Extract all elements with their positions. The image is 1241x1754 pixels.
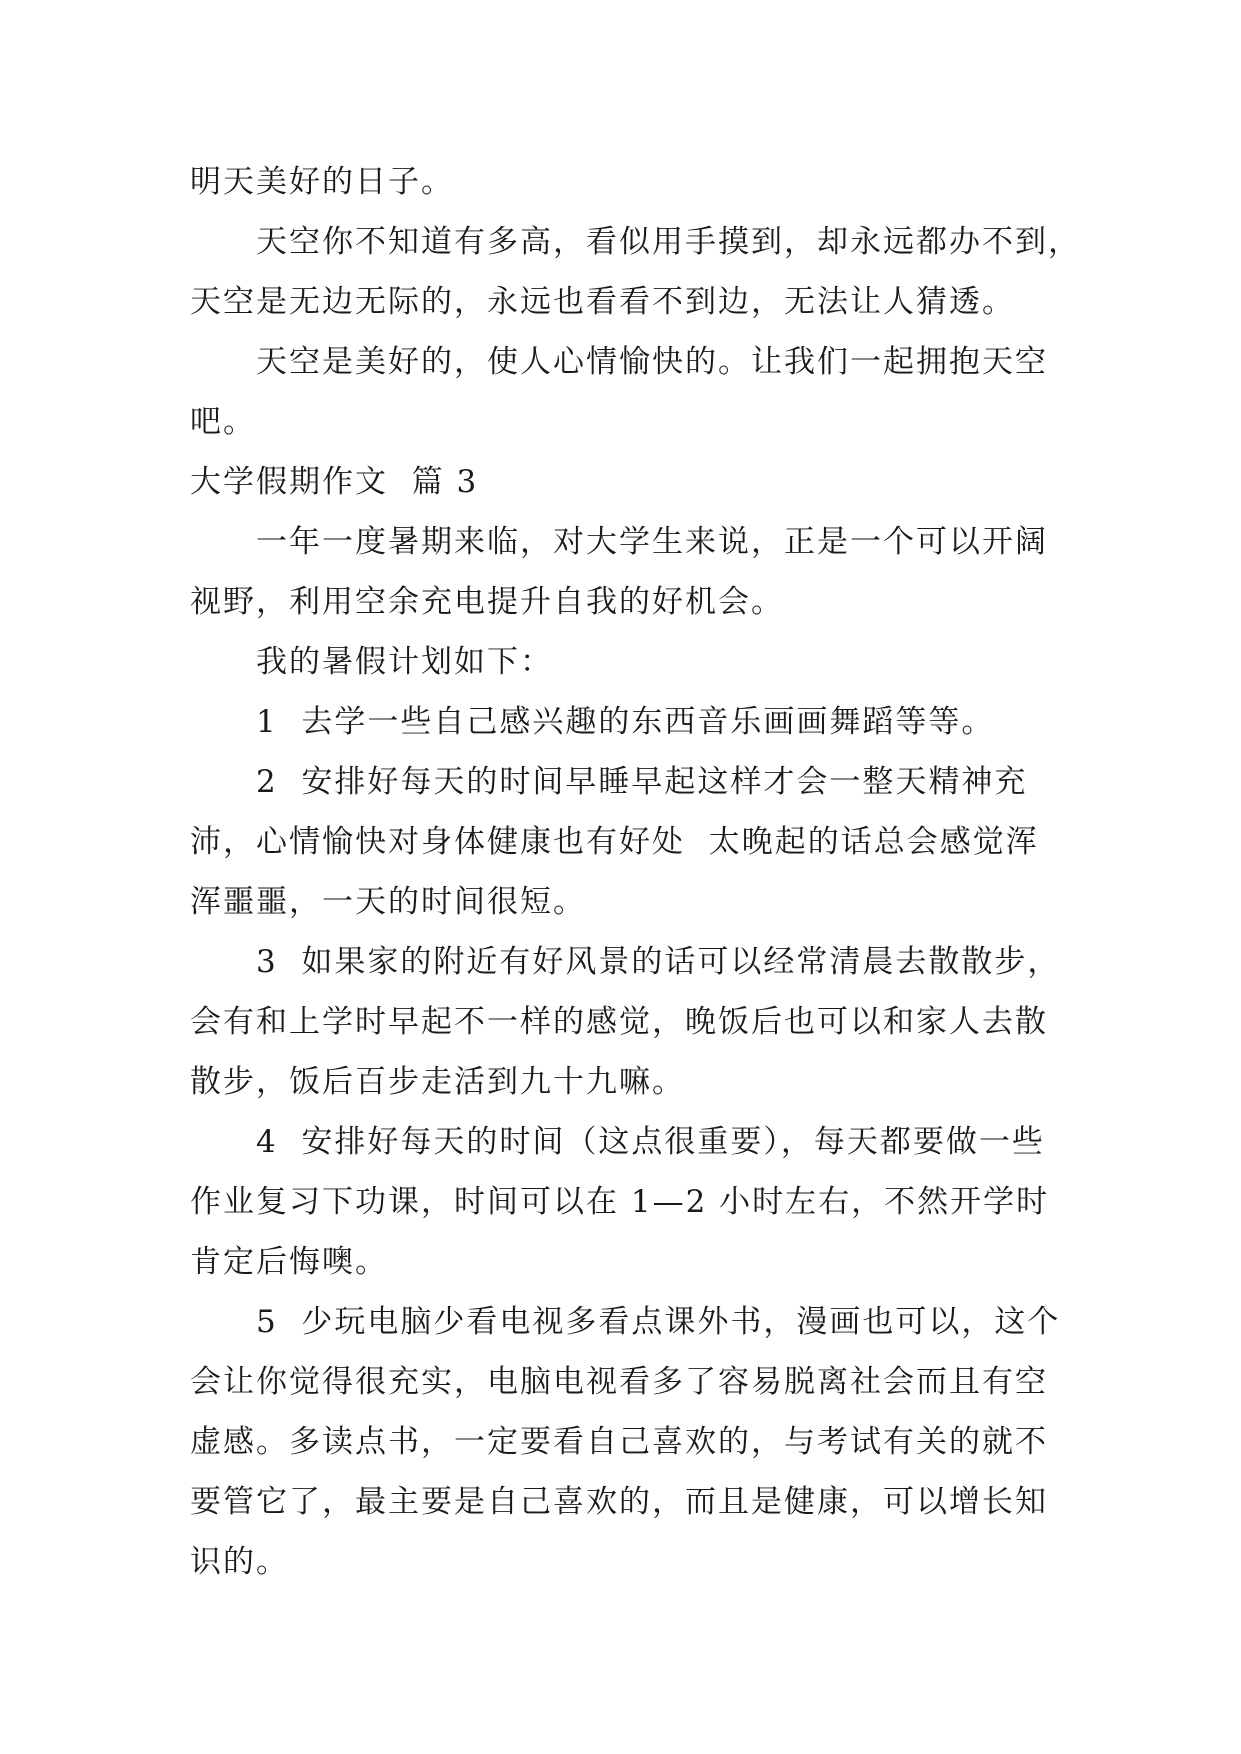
paragraph-6	[190, 632, 1050, 692]
heading-text: 大学假期作文 篇 3	[190, 464, 479, 500]
text-line: 3 如果家的附近有好风景的话可以经常清晨去散散步，	[256, 944, 1061, 980]
section-heading	[190, 452, 1050, 512]
text-line: 天空是无边无际的，永远也看看不到边，无法让人猜透。	[190, 284, 1015, 320]
text-line: 视野，利用空余充电提升自我的好机会。	[190, 584, 784, 620]
text-line: 要管它了，最主要是自己喜欢的，而且是健康，可以增长知	[190, 1484, 1048, 1520]
list-item-3	[190, 932, 1061, 1112]
text-line: 虚感。多读点书，一定要看自己喜欢的，与考试有关的就不	[190, 1424, 1048, 1460]
list-item-2	[190, 752, 1050, 932]
text-line: 2 安排好每天的时间早睡早起这样才会一整天精神充	[256, 764, 1028, 800]
text-line: 肯定后悔噢。	[190, 1244, 388, 1280]
text-line: 散步，饭后百步走活到九十九嘛。	[190, 1064, 685, 1100]
paragraph-3	[190, 332, 1050, 452]
list-item-1	[190, 692, 1050, 752]
text-line: 天空你不知道有多高，看似用手摸到，却永远都办不到，	[256, 224, 1081, 260]
paragraph-5	[190, 512, 1050, 632]
document-body	[190, 152, 1081, 1592]
text-line: 会有和上学时早起不一样的感觉，晚饭后也可以和家人去散	[190, 1004, 1048, 1040]
text-line: 会让你觉得很充实，电脑电视看多了容易脱离社会而且有空	[190, 1364, 1048, 1400]
text-line: 作业复习下功课，时间可以在 1—2 小时左右，不然开学时	[190, 1184, 1050, 1220]
text-line: 吧。	[190, 404, 256, 440]
text-line: 我的暑假计划如下：	[256, 644, 553, 680]
text-line: 明天美好的日子。	[190, 164, 454, 200]
text-line: 5 少玩电脑少看电视多看点课外书，漫画也可以，这个	[256, 1304, 1061, 1340]
text-line: 识的。	[190, 1544, 289, 1580]
text-line: 4 安排好每天的时间（这点很重要），每天都要做一些	[256, 1124, 1045, 1160]
text-line: 天空是美好的，使人心情愉快的。让我们一起拥抱天空	[256, 344, 1048, 380]
paragraph-2	[190, 212, 1081, 332]
text-line: 1 去学一些自己感兴趣的东西音乐画画舞蹈等等。	[256, 704, 995, 740]
text-line: 一年一度暑期来临，对大学生来说，正是一个可以开阔	[256, 524, 1048, 560]
list-item-4	[190, 1112, 1050, 1292]
paragraph-1	[190, 152, 1050, 212]
text-line: 沛，心情愉快对身体健康也有好处 太晚起的话总会感觉浑	[190, 824, 1039, 860]
list-item-5	[190, 1292, 1061, 1592]
text-line: 浑噩噩，一天的时间很短。	[190, 884, 586, 920]
